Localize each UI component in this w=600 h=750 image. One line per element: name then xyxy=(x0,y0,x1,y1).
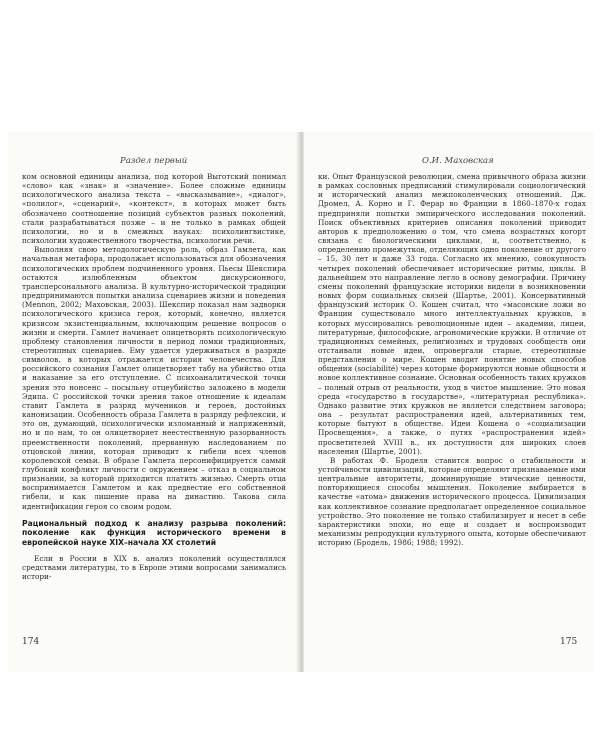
right-page xyxy=(304,132,594,672)
left-page xyxy=(8,132,298,672)
section-subheading: Рациональный подход к анализу разрыва поколений: поколение как функция исторического времени в европейской науке XIX–начала XX столетий xyxy=(22,518,286,547)
running-header-right: О.И. Маховская xyxy=(422,156,494,166)
page-number-right: 175 xyxy=(560,637,578,647)
paragraph: Если в России в XIX в. анализ поколений осуществлялся средствами литературы, то в Европе этими вопросами занимались истори- xyxy=(22,553,286,581)
right-page-body xyxy=(318,172,586,547)
paragraph: ки. Опыт Французской революции, смена привычного образа жизни в рамках сословных предписаний стимулировали социологический и исторический анализ межпоколенческих отношений. Дж. Дромел, А. Корно и Г. Ферар во Франции в 1860–1870-х годах предприняли попытки эмпирического исследования поколений. Поиск объективных критериев описания поколений приводит авторов к предположению о том, что смена возрастных когорт связана с биологическими циклами, и, соответственно, к определению промежутков, отделяющих одно поколение от другого – 15, 30 лет и даже 33 года. Согласно их мнению, совокупность четырех поколений обеспечивает исторические ритмы, циклы. В дальнейшем это направление легло в основу демографии. Причину смены поколений французские историки видели в возникновении новых форм социальных связей (Шартье, 2001). Консервативный французский историк О. Кошен считал, что «масонские ложи во Франции существовало много интеллектуальных кружков, в которых муссировались революционные идеи – академии, лицеи, литературные, философские, агрономические кружки. В отличие от традиционных семейных, религиозных и трудовых сообществ они отстаивали новые идеи, опровергали старые, стереотипные представления о мире. Кошен вводит понятие новых способов общения (sociabilité) через которые формируются новые общности и новое коллективное сознание. Основная особенность таких кружков – полный отрыв от реальности, уход в чистое мышление. Это новая среда «государство в государстве», «литературная республика». Однако развитие этих кружков не является следствием заговора; она – результат распространения идей, альтернативных тем, которые бытуют в обществе. Идеи Кошена о «социализации Просвещения», а также, о путях «распространения идей» просветителей XVIII в., их доступности для широких слоев населения (Шартье, 2001). xyxy=(318,172,586,456)
paragraph: ком основной единицы анализа, под которой Выготский понимал «слово» как «знак» и «значение». Более сложные единицы психологического анализа текста – «высказывание», «диалог», «полилог», «сценарий», «контекст», в которых может быть обозначено соотношение позиций субъектов разных поколений, стали разрабатываться позже – и не только в рамках общей психологии, но и в смежных науках: психолингвистике, психологии художественного творчества, психологии речи. xyxy=(22,172,286,246)
paragraph: Выполняя свою методологическую роль, образ Гамлета, как начальная метафора, продолжает использоваться для обозначения психологических проблем подчиненного уровня. Пьесы Шекспира остаются излюбленным объектом дискурсионного, трансперсонального анализа. В культурно-исторической традиции предпринимаются попытки анализа сценариев жизни и поведения (Mennon, 2002; Маховская, 2003). Шекспир показал нам задворки психологического кризиса героя, который, конечно, является кризисом экзистенциальным, включающим решение вопросов о жизни и смерти. Гамлет начинает олицетворять психологическую проблему становления личности в период ломки традиционных, стереотипных сценариев. Ему удается удерживаться в разряде символов, в которых отражается история человечества. Для российского сознания Гамлет олицетворяет табу на убийство отца и наказание за его отступление. С психоаналитической точки зрения это нонсенс – посыльну отцеубийство заложено в модели Эдипа. С российской точки зрения такое отношение к идеалам ставит Гамлета в разряд мучеников и героев, достойных канонизации. Особенность образа Гамлета в разряду рефлексии, и это он, думающий, психологически изломанный и напряженный, но и по нам, то он олицетворяет неестественную разорванность преемственности поколений, прерванную наследованием по отцовской линии, которая приводит к гибели всех членов королевской семьи. В образе Гамлета персонифицируется самый глубокий конфликт личности с окружением – отказ в социальном признании, за который приходится платить жизнью. Смерть отца воспринимается Гамлетом и как предвестие его собственной гибели, и как лишение права на династию. Такова сила идентификации героя со своим родом. xyxy=(22,245,286,511)
running-header-left: Раздел первый xyxy=(120,156,188,166)
paragraph: В работах Ф. Броделя ставится вопрос о стабильности и устойчивости цивилизаций, которые определяют признаваемые ими центральные авторитеты, доминирующие этические ценности, повторяющиеся способы мышления. Поколение выбирается в качестве «атома» движения исторического процесса. Цивилизация как коллективное сознание предполагает определенное социальное устройство. Это поколение не только стабилизирует и несет в себе характеристики эпохи, но еще и создает и воспроизводит механизмы репродукции культурного опыта, которые обеспечивают историю (Бродель, 1986; 1988; 1992). xyxy=(318,455,586,548)
page-number-left: 174 xyxy=(22,637,40,647)
left-page-body xyxy=(22,172,286,581)
